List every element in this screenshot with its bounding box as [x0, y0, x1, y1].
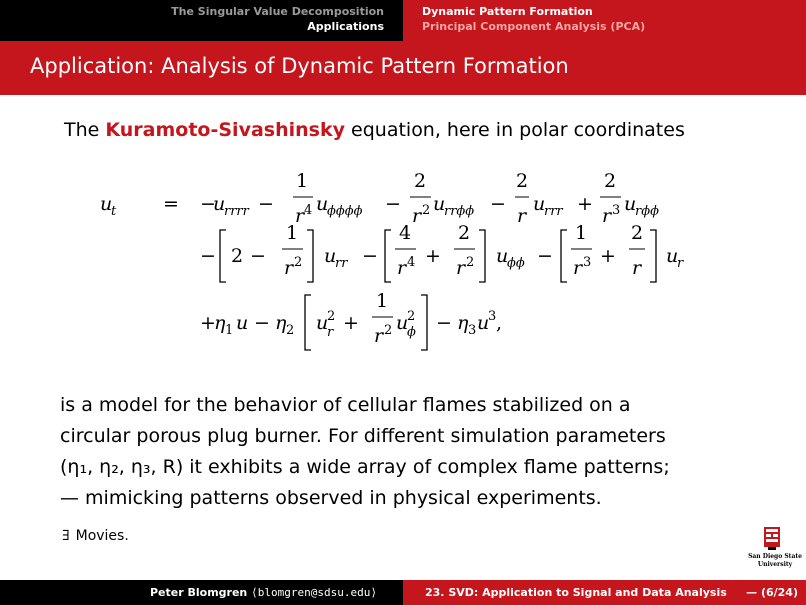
eq-equals: =	[163, 193, 179, 215]
eq-u: u	[666, 245, 679, 267]
paragraph-line: (η₁, η₂, η₃, R) it exhibits a wide array of complex flame patterns;	[60, 456, 670, 478]
eq-eta: η	[457, 312, 469, 334]
eq-minus: −	[537, 245, 553, 267]
eq-comma: ,	[496, 312, 503, 334]
eq-plus: +	[343, 312, 359, 334]
paragraph-line: circular porous plug burner. For different simulation parameters	[60, 425, 666, 447]
eq-denominator-r: r	[632, 257, 642, 279]
eq-power: 2	[466, 255, 475, 270]
eq-u: u	[236, 312, 249, 334]
eq-numerator: 1	[285, 222, 299, 244]
eq-numerator: 2	[630, 222, 644, 244]
header-section-title[interactable]: The Singular Value Decomposition	[171, 5, 384, 18]
logo-university-line: University	[757, 561, 793, 568]
eq-u: u	[316, 193, 329, 215]
movies-note	[62, 528, 129, 544]
eq-denominator-r: r	[456, 257, 466, 279]
eq-numerator: 1	[574, 222, 588, 244]
ks-equation	[100, 160, 700, 360]
header-bar	[0, 0, 806, 41]
paragraph-line: — mimicking patterns observed in physical experiments.	[60, 487, 602, 509]
eq-power: 3	[583, 255, 592, 270]
eq-power: 2	[327, 309, 336, 324]
footer-talk-title: 23. SVD: Application to Signal and Data Analysis	[425, 586, 727, 599]
eq-plus: +	[577, 193, 593, 215]
eq-bracket-right	[421, 295, 427, 350]
eq-power: 2	[384, 323, 393, 338]
eq-numerator: 2	[413, 170, 427, 192]
eq-u: u	[533, 193, 546, 215]
logo-name-line: San Diego State	[748, 553, 802, 560]
eq-two: 2	[231, 245, 244, 267]
eq-power: 3	[488, 309, 497, 324]
eq-u: u	[477, 312, 490, 334]
footer-right-section	[403, 580, 806, 605]
eq-numerator: 1	[295, 170, 309, 192]
intro-text-before: The	[64, 119, 106, 141]
eq-lhs-u: u	[100, 193, 113, 215]
eq-u: u	[433, 193, 446, 215]
intro-sentence	[64, 119, 685, 141]
eq-power: 4	[407, 255, 416, 270]
eq-minus: −	[436, 312, 452, 334]
eq-bracket-left	[385, 230, 391, 282]
eq-numerator: 2	[603, 170, 617, 192]
eq-eta: η	[214, 312, 226, 334]
eq-power: 2	[422, 203, 431, 218]
eq-denominator-r: r	[517, 205, 527, 227]
eq-eta-sub: 2	[286, 323, 295, 338]
eq-lhs-sub: t	[111, 204, 117, 219]
eq-plus: +	[200, 312, 216, 334]
eq-minus: −	[254, 312, 270, 334]
equation-name-highlight: Kuramoto-Sivashinsky	[105, 119, 345, 141]
eq-u: u	[324, 245, 337, 267]
eq-eta: η	[275, 312, 287, 334]
eq-sub-phiphiphiphi: ϕϕϕϕ	[327, 204, 363, 219]
eq-u: u	[496, 245, 509, 267]
eq-u: u	[316, 312, 329, 334]
paragraph-line: is a model for the behavior of cellular flames stabilized on a	[60, 394, 631, 416]
description-paragraph	[60, 390, 780, 514]
author-email: ⟨blomgren@sdsu.edu⟩	[251, 586, 377, 599]
footer-author	[150, 586, 377, 599]
eq-numerator: 1	[375, 290, 389, 312]
exists-symbol: ∃	[62, 528, 70, 544]
sdsu-mark-icon	[764, 527, 780, 550]
eq-minus: −	[250, 245, 266, 267]
eq-power: 4	[304, 203, 313, 218]
eq-sub-rr: rr	[335, 256, 348, 271]
sdsu-logo	[744, 525, 806, 570]
eq-bracket-left	[220, 230, 226, 282]
eq-eta-sub: 1	[225, 323, 234, 338]
frame-title: Application: Analysis of Dynamic Pattern Formation	[30, 54, 569, 78]
eq-denominator-r: r	[602, 205, 612, 227]
eq-denominator-r: r	[284, 257, 294, 279]
eq-sub-rphiphi: rϕϕ	[635, 204, 659, 219]
eq-bracket-right	[307, 230, 313, 282]
header-left-section	[0, 0, 403, 41]
eq-sub-phiphi: ϕϕ	[507, 256, 525, 271]
footer-page-number: — (6/24)	[746, 586, 798, 599]
eq-power: 3	[612, 203, 621, 218]
eq-sub-r: r	[327, 325, 334, 340]
eq-minus: −	[490, 193, 506, 215]
header-next-subsection[interactable]: Principal Component Analysis (PCA)	[422, 20, 646, 33]
eq-denominator-r: r	[295, 205, 305, 227]
eq-denominator-r: r	[412, 205, 422, 227]
eq-u: u	[624, 193, 637, 215]
eq-bracket-left	[561, 230, 567, 282]
eq-minus: −	[258, 193, 274, 215]
header-subsection-title[interactable]: Applications	[307, 20, 384, 33]
eq-denominator-r: r	[573, 257, 583, 279]
eq-minus: −	[200, 193, 216, 215]
frame-title-bar	[0, 41, 806, 95]
eq-minus: −	[200, 245, 216, 267]
eq-power: 2	[294, 255, 303, 270]
eq-plus: +	[425, 245, 441, 267]
eq-bracket-right	[479, 230, 485, 282]
eq-sub-rrrr: rrrr	[224, 204, 249, 219]
eq-numerator: 4	[398, 222, 412, 244]
intro-text-after: equation, here in polar coordinates	[344, 119, 685, 141]
eq-sub-phi: ϕ	[407, 325, 416, 340]
eq-plus: +	[600, 245, 616, 267]
author-name: Peter Blomgren	[150, 586, 248, 599]
header-current-subsection[interactable]: Dynamic Pattern Formation	[422, 5, 593, 18]
eq-numerator: 2	[515, 170, 529, 192]
eq-minus: −	[362, 245, 378, 267]
eq-u: u	[396, 312, 409, 334]
footer-bar	[0, 580, 806, 605]
eq-sub-rrr: rrr	[544, 204, 563, 219]
eq-u: u	[213, 193, 226, 215]
eq-bracket-right	[650, 230, 656, 282]
eq-power: 2	[407, 309, 416, 324]
eq-eta-sub: 3	[468, 323, 477, 338]
footer-left-section	[0, 580, 403, 605]
eq-denominator-r: r	[397, 257, 407, 279]
eq-minus: −	[385, 193, 401, 215]
movies-link[interactable]: Movies.	[75, 528, 129, 544]
header-right-section	[403, 0, 806, 41]
eq-bracket-left	[305, 295, 311, 350]
eq-sub-rrphiphi: rrϕϕ	[444, 204, 475, 219]
eq-sub-r: r	[677, 256, 684, 271]
eq-denominator-r: r	[374, 325, 384, 347]
eq-numerator: 2	[457, 222, 471, 244]
